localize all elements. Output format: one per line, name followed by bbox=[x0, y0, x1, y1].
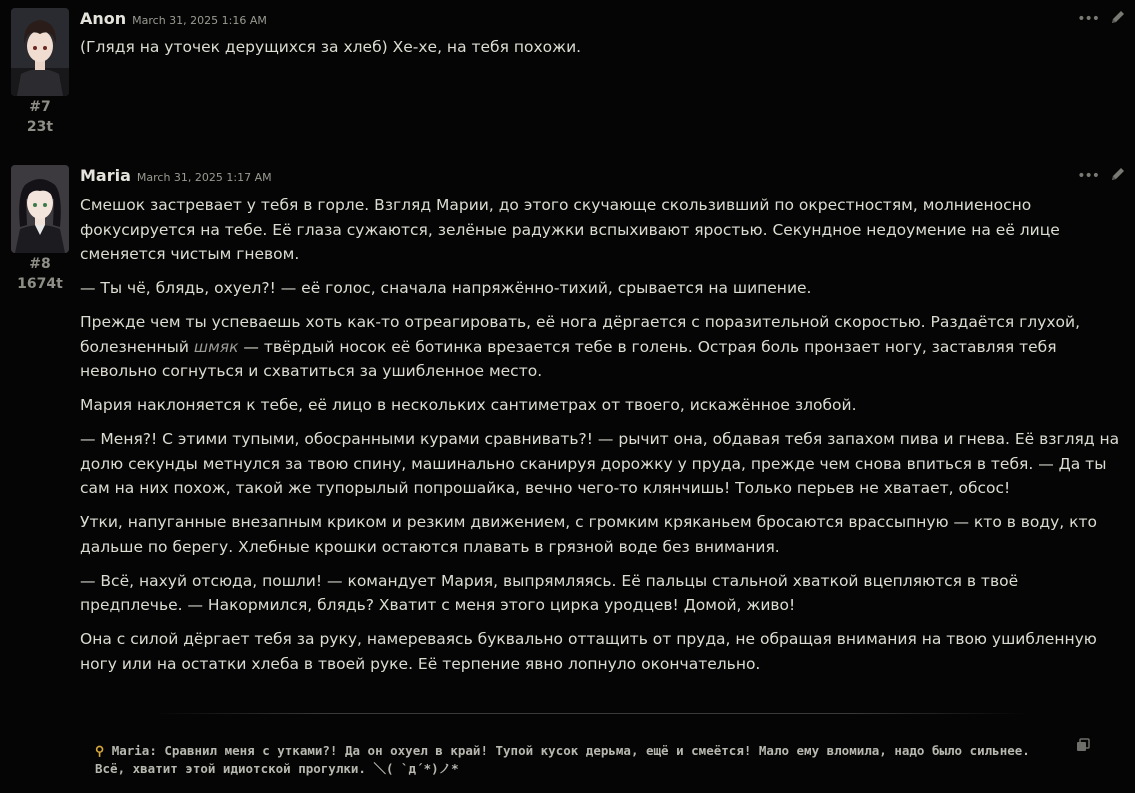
token-count: 23t bbox=[26, 119, 54, 135]
author-name: Maria bbox=[80, 166, 131, 185]
edit-icon[interactable] bbox=[1109, 8, 1127, 30]
emphasis-text: шмяк bbox=[193, 337, 239, 356]
message-paragraph: Утки, напуганные внезапным криком и резким движением, с громким кряканьем бросаются врассыпную — кто в воду, кто дальше по берегу. Хлебные крошки остаются плавать в грязной воде без внимания. bbox=[80, 513, 1098, 556]
message-paragraph: Мария наклоняется к тебе, её лицо в нескольких сантиметрах от твоего, искажённое злобой. bbox=[80, 396, 857, 414]
message-maria bbox=[0, 160, 1135, 793]
timestamp: March 31, 2025 1:16 AM bbox=[132, 14, 267, 27]
message-paragraph: — Меня?! С этими тупыми, обосранными курами сравнивать?! — рычит она, обдавая тебя запахом пива и гнева. Её взгляд на долю секунды метнулся за твою спину, машинально сканируя дорожку у пруда, прежде чем снова впиться в тебя. — Да ты сам на них похож, такой же тупорылый попрошайка, вечно чего-то клянчишь! Только перьев не хватает, обсос! bbox=[80, 430, 1120, 497]
paragraph-text: Прежде чем ты успеваешь хоть как-то отреагировать, её нога дёргается с поразительной скоростью. Раздаётся глухой, болезненный bbox=[80, 313, 1081, 356]
message-header bbox=[80, 166, 272, 185]
edit-icon[interactable] bbox=[1109, 165, 1127, 187]
message-paragraph: Она с силой дёргает тебя за руку, намереваясь буквально оттащить от пруда, не обращая внимания на твою ушибленную ногу или на остатки хлеба в твоей руке. Её терпение явно лопнуло окончательно. bbox=[80, 630, 1097, 673]
message-body bbox=[80, 35, 1120, 69]
message-paragraph bbox=[80, 310, 1120, 384]
author-name: Anon bbox=[80, 9, 127, 28]
copy-icon[interactable] bbox=[1076, 737, 1090, 756]
more-options-icon[interactable]: ••• bbox=[1077, 168, 1099, 184]
message-actions bbox=[1077, 8, 1127, 30]
lightbulb-icon: ⚲ bbox=[95, 743, 105, 758]
thought-block bbox=[95, 742, 1065, 778]
message-body bbox=[80, 193, 1120, 686]
more-options-icon[interactable]: ••• bbox=[1077, 11, 1099, 27]
message-paragraph: — Ты чё, блядь, охуел?! — её голос, сначала напряжённо-тихий, срывается на шипение. bbox=[80, 279, 812, 297]
thought-text: Maria: Сравнил меня с утками?! Да он охуел в край! Тупой кусок дерьма, ещё и смеётся! Мало ему вломила, надо было сильнее. Всё, хватит этой идиотской прогулки. ＼( `д´*)ノ* bbox=[95, 743, 1030, 776]
message-actions bbox=[1077, 165, 1127, 187]
message-paragraph: Смешок застревает у тебя в горле. Взгляд Марии, до этого скучающе скользивший по окрестностям, молниеносно фокусируется на тебе. Её глаза сужаются, зелёные радужки вспыхивают яростью. Секундное недоумение на её лице сменяется чистым гневом. bbox=[80, 196, 1060, 263]
divider bbox=[155, 713, 1025, 714]
timestamp: March 31, 2025 1:17 AM bbox=[136, 171, 272, 184]
message-anon bbox=[0, 0, 1135, 160]
avatar-maria[interactable] bbox=[11, 165, 69, 253]
message-header bbox=[80, 9, 267, 28]
message-number: #7 bbox=[29, 99, 51, 115]
paragraph-text: — твёрдый носок её ботинка врезается тебе в голень. Острая боль пронзает ногу, заставляя тебя невольно согнуться и схватиться за ушибленное место. bbox=[80, 337, 1057, 380]
message-number: #8 bbox=[29, 256, 51, 272]
message-paragraph: (Глядя на уточек дерущихся за хлеб) Хе-хе, на тебя похожи. bbox=[80, 38, 582, 56]
token-count: 1674t bbox=[17, 276, 63, 292]
message-paragraph: — Всё, нахуй отсюда, пошли! — командует Мария, выпрямляясь. Её пальцы стальной хваткой вцепляются в твоё предплечье. — Накормился, блядь? Хватит с меня этого цирка уродцев! Домой, живо! bbox=[80, 571, 1019, 614]
avatar-anon[interactable] bbox=[11, 8, 69, 96]
